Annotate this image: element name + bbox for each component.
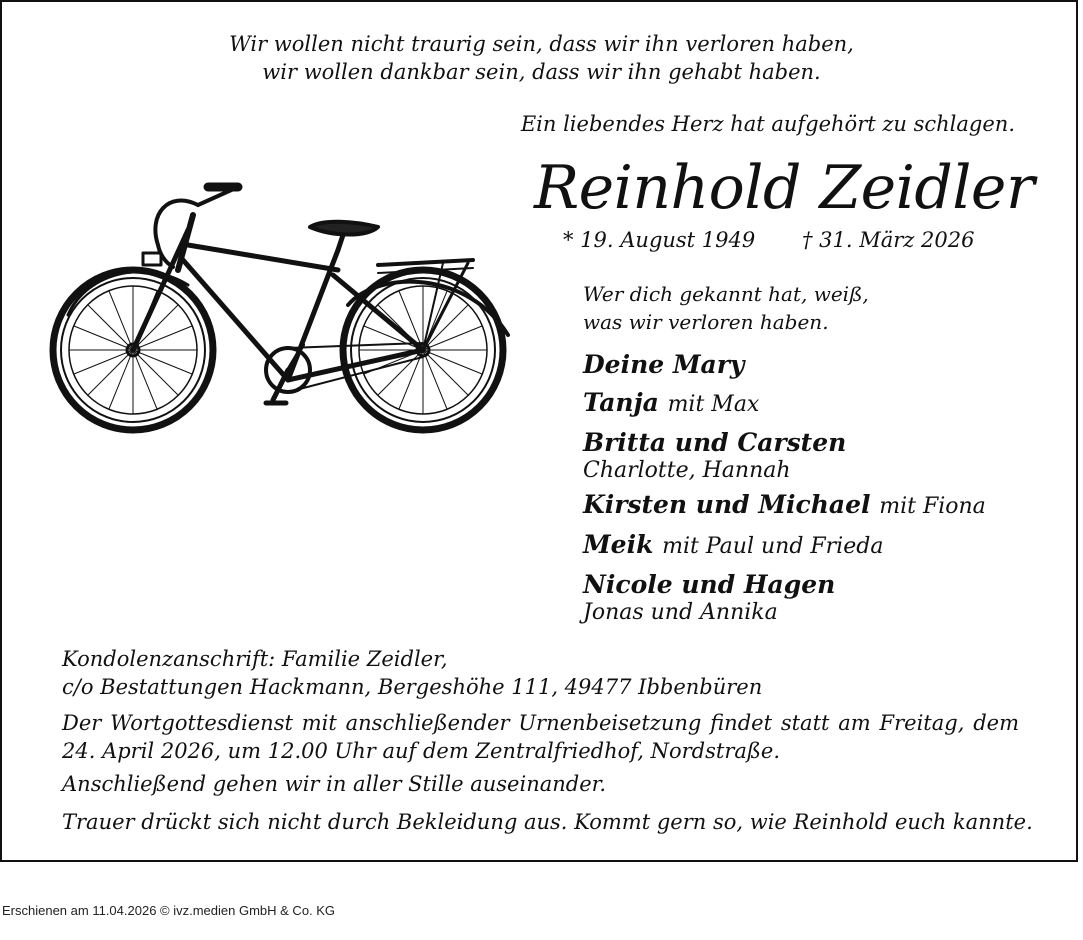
address-line-2: c/o Bestattungen Hackmann, Bergeshöhe 111, 49477 Ibbenbüren (62, 675, 763, 699)
address-line-1: Kondolenzanschrift: Familie Zeidler, (62, 647, 448, 671)
mourner-entry: Meik mit Paul und Frieda (583, 530, 884, 559)
mourner-entry: Kirsten und Michael mit Fiona (583, 490, 986, 519)
motto-line-2: wir wollen dankbar sein, dass wir ihn gehabt haben. (262, 60, 821, 84)
mourner-children: Charlotte, Hannah (583, 458, 791, 483)
closing-line-2: Trauer drückt sich nicht durch Bekleidung aus. Kommt gern so, wie Reinhold euch kannte. (62, 810, 1033, 834)
closing-line-1: Anschließend gehen wir in aller Stille auseinander. (62, 772, 607, 796)
service-notice: Der Wortgottesdienst mit anschließender Urnenbeisetzung findet statt am Freitag, dem 24. April 2026, um 12.00 Uhr auf dem Zentralfriedhof, Nordstraße. (62, 711, 1019, 763)
motto-line-1: Wir wollen nicht traurig sein, dass wir ihn verloren haben, (229, 32, 854, 56)
mourner-entry: Deine Mary (583, 350, 745, 379)
deceased-name: Reinhold Zeidler (534, 153, 1035, 223)
quote-line-2: was wir verloren haben. (583, 310, 829, 334)
mourner-entry: Nicole und Hagen (583, 570, 836, 599)
life-dates (563, 228, 974, 252)
mourner-children: Jonas und Annika (583, 600, 778, 625)
mourners-list (583, 346, 986, 628)
quote-line-1: Wer dich gekannt hat, weiß, (583, 282, 869, 306)
condolence-address (62, 645, 762, 701)
bicycle-icon (48, 175, 518, 457)
publication-footer: Erschienen am 11.04.2026 © ivz.medien GmbH & Co. KG (2, 903, 336, 918)
heart-line: Ein liebendes Herz hat aufgehört zu schlagen. (520, 112, 1015, 136)
mourner-entry: Britta und Carsten (583, 428, 847, 457)
death-date: † 31. März 2026 (801, 228, 975, 252)
mourner-entry: Tanja mit Max (583, 388, 760, 417)
birth-date: * 19. August 1949 (563, 228, 756, 252)
secondary-quote (583, 280, 869, 336)
motto-verse (0, 30, 1083, 86)
